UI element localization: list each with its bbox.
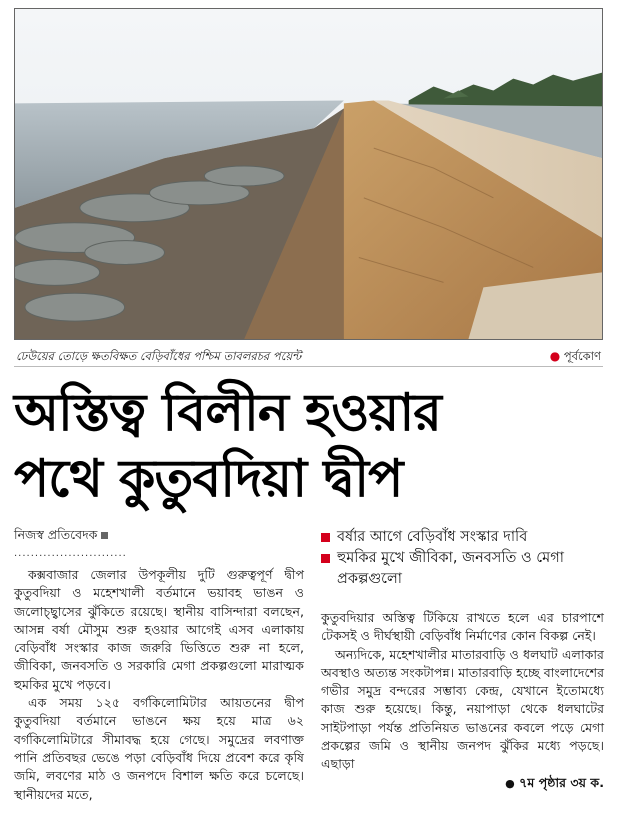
photo-illustration	[15, 9, 602, 339]
headline-line-1: অস্তিত্ব বিলীন হওয়ার	[14, 383, 441, 443]
photo-caption	[14, 346, 603, 367]
highlight-text: বর্ষার আগে বেড়িবাঁধ সংস্কার দাবি	[337, 529, 528, 545]
paragraph: কক্সবাজার জেলার উপকূলীয় দুটি গুরুত্বপূর্ণ দ্বীপ কুতুবদিয়া ও মহেশখালী বর্তমানে ভয়াবহ ভাঙন ও জলোচ্ছ্বাসের ঝুঁকিতে রয়েছে। স্থানীয় বাসিন্দারা বলছেন, আসন্ন বর্ষা মৌসুম শুরু হওয়ার আগেই এসব এলাকায় বেড়িবাঁধ সংস্কার কাজ জরুরি ভিত্তিতে শুরু না হলে, জীবিকা, জনবসতি ও সরকারি মেগা প্রকল্পগুলো মারাত্মক হুমকির মুখে পড়বে।	[14, 567, 304, 692]
photo-credit	[550, 348, 601, 367]
bullet-dot-icon: ●	[505, 776, 515, 790]
byline-dots: ...........................	[14, 548, 127, 559]
highlight-item	[321, 527, 604, 548]
headline	[14, 380, 604, 512]
caption-text: ঢেউয়ের তোড়ে ক্ষতবিক্ষত বেড়িবাঁধের পশ্চিম তাবলরচর পয়েন্ট	[16, 349, 302, 363]
highlights	[321, 527, 604, 590]
highlight-item	[321, 548, 604, 590]
credit-text: পূর্বকোণ	[563, 349, 601, 363]
right-column	[321, 609, 604, 793]
red-square-icon	[321, 533, 330, 542]
continuation-text: ৭ম পৃষ্ঠার ৩য় ক.	[519, 774, 604, 790]
paragraph: অন্যদিকে, মহেশখালীর মাতারবাড়ি ও ধলঘাট এলাকার অবস্থাও অত্যন্ত সংকটাপন্ন। মাতারবাড়ি হচ্ছে বাংলাদেশের গভীর সমুদ্র বন্দরের সম্ভাব্য কেন্দ্র, যেখানে ইতোমধ্যে কাজ শুরু হয়েছে। কিন্তু, নয়াপাড়া থেকে ধলঘাটের সাইটপাড়া পর্যন্ত প্রতিনিয়ত ভাঙনের কবলে পড়ে মেগা প্রকল্পের জমি ও স্থানীয় জনপদ ঝুঁকির মধ্যে পড়ছে। এছাড়া	[321, 646, 604, 772]
highlight-text: হুমকির মুখে জীবিকা, জনবসতি ও মেগা প্রকল্পগুলো	[337, 550, 564, 587]
left-column	[14, 566, 304, 804]
continuation-note	[321, 774, 604, 793]
byline	[14, 527, 304, 559]
paragraph: এক সময় ১২৫ বর্গকিলোমিটার আয়তনের দ্বীপ কুতুবদিয়া বর্তমানে ভাঙনে ক্ষয় হয়ে মাত্র ৬২ বর্গকিলোমিটারে সীমাবদ্ধ হয়ে গেছে। সমুদ্রের লবণাক্ত পানি প্রতিবছর ভেঙে পড়া বেড়িবাঁধ দিয়ে প্রবেশ করে কৃষি জমি, লবণের মাঠ ও জনপদে বিশাল ক্ষতি করে চলেছে। স্থানীয়দের মতে,	[14, 695, 304, 802]
byline-square-icon	[101, 532, 108, 539]
red-square-icon	[321, 554, 330, 563]
headline-line-2: পথে কুতুবদিয়া দ্বীপ	[14, 449, 403, 509]
credit-dot-icon: ●	[549, 349, 561, 363]
paragraph: কুতুবদিয়ার অস্তিত্ব টিকিয়ে রাখতে হলে এর চারপাশে টেকসই ও দীর্ঘস্থায়ী বেড়িবাঁধ নির্মাণের কোন বিকল্প নেই।	[321, 610, 604, 644]
embankment-photo	[14, 8, 603, 340]
byline-label: নিজস্ব প্রতিবেদক	[14, 527, 98, 542]
